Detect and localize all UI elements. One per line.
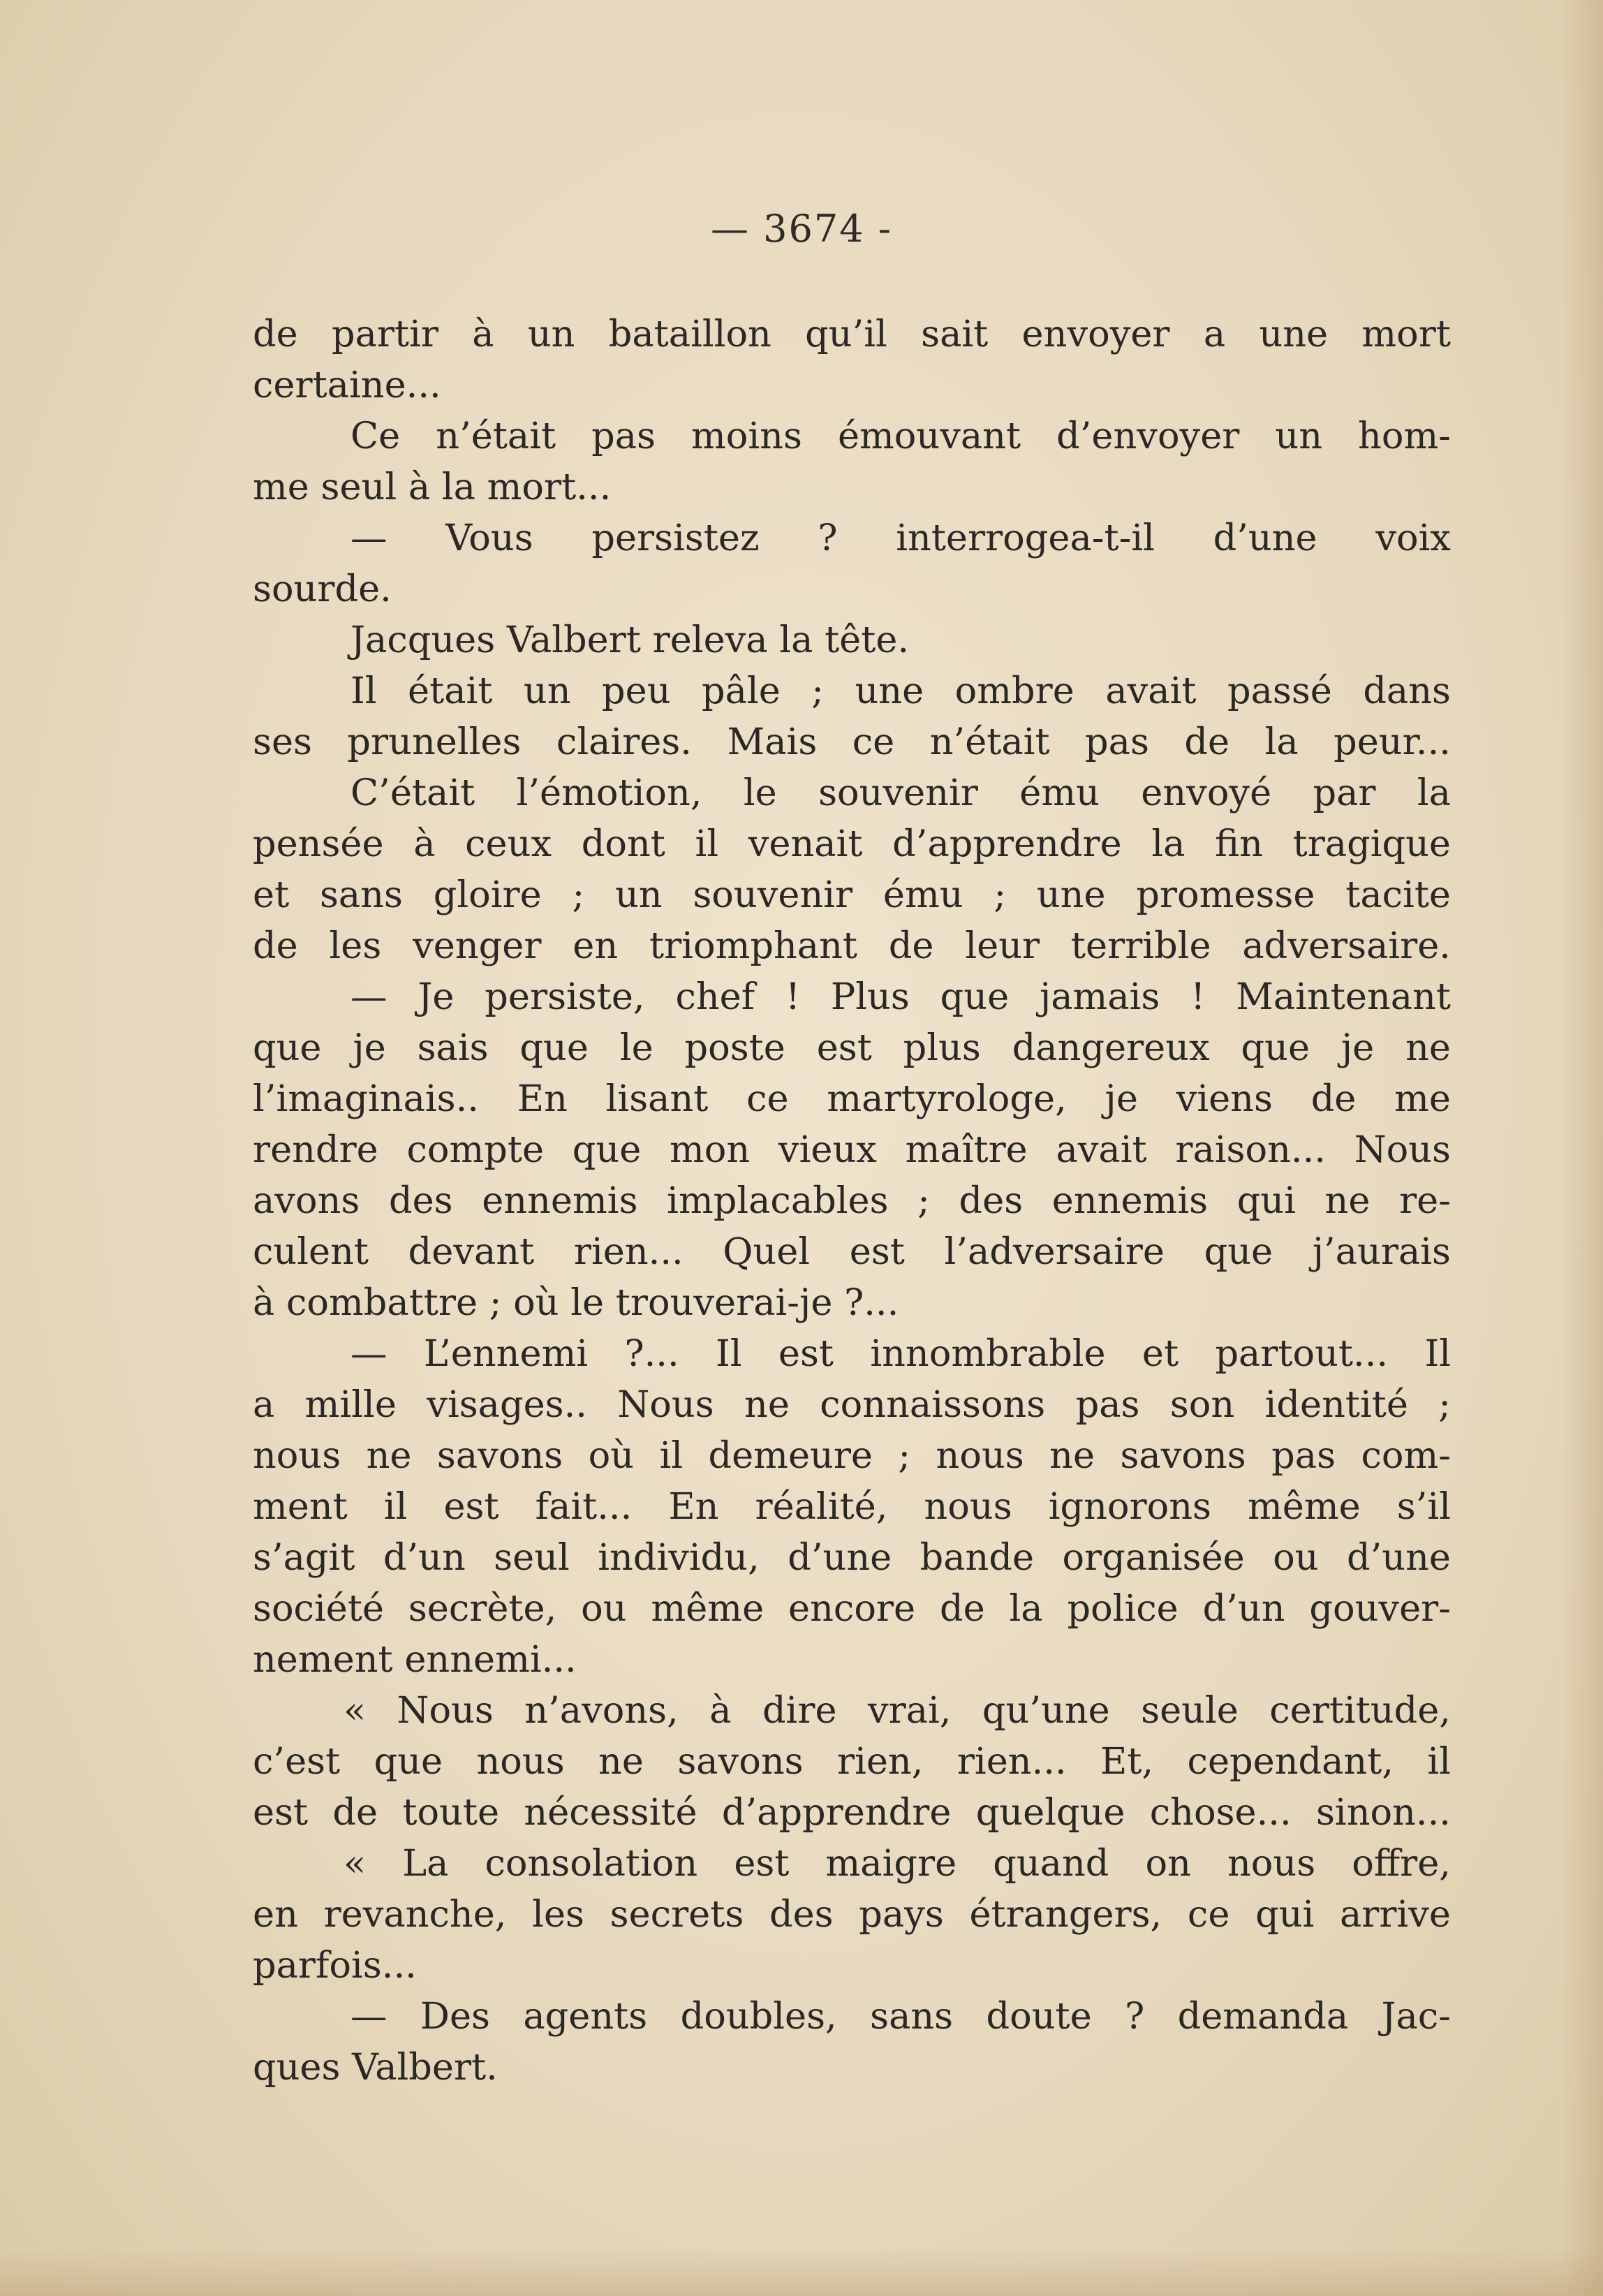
page-edge-shadow-right bbox=[1561, 0, 1603, 2296]
text-line: ses prunelles claires. Mais ce n’était pas de la peur... bbox=[253, 721, 1451, 763]
text-line: a mille visages.. Nous ne connaissons pas son identité ; bbox=[253, 1383, 1451, 1426]
text-line: « La consolation est maigre quand on nous offre, bbox=[344, 1842, 1451, 1885]
text-line: culent devant rien... Quel est l’adversaire que j’aurais bbox=[253, 1230, 1451, 1273]
text-line: Jacques Valbert releva la tête. bbox=[350, 619, 910, 661]
text-line: nement ennemi... bbox=[253, 1638, 577, 1681]
text-line: c’est que nous ne savons rien, rien... Et, cependant, il bbox=[253, 1740, 1451, 1783]
body-text bbox=[253, 309, 1451, 2093]
text-line: société secrète, ou même encore de la police d’un gouver- bbox=[253, 1587, 1451, 1630]
text-line: rendre compte que mon vieux maître avait raison... Nous bbox=[253, 1128, 1451, 1171]
text-line: de les venger en triomphant de leur terrible adversaire. bbox=[253, 925, 1451, 967]
text-line: de partir à un bataillon qu’il sait envoyer a une mort bbox=[253, 313, 1451, 355]
text-line: que je sais que le poste est plus dangereux que je ne bbox=[253, 1026, 1451, 1069]
text-line: l’imaginais.. En lisant ce martyrologe, je viens de me bbox=[253, 1077, 1451, 1120]
page-number: — 3674 - bbox=[710, 207, 892, 251]
text-line: nous ne savons où il demeure ; nous ne savons pas com- bbox=[253, 1434, 1451, 1477]
text-line: — Je persiste, chef ! Plus que jamais ! Maintenant bbox=[350, 976, 1451, 1018]
text-line: — Des agents doubles, sans doute ? demanda Jac- bbox=[350, 1995, 1451, 2038]
text-line: sourde. bbox=[253, 568, 392, 610]
text-line: est de toute nécessité d’apprendre quelque chose... sinon... bbox=[253, 1791, 1451, 1834]
text-line: en revanche, les secrets des pays étrangers, ce qui arrive bbox=[253, 1893, 1451, 1936]
text-line: à combattre ; où le trouverai-je ?... bbox=[253, 1281, 899, 1324]
text-line: pensée à ceux dont il venait d’apprendre la fin tragique bbox=[253, 823, 1451, 865]
text-line: certaine... bbox=[253, 364, 441, 406]
text-line: s’agit d’un seul individu, d’une bande organisée ou d’une bbox=[253, 1536, 1451, 1579]
text-line: avons des ennemis implacables ; des ennemis qui ne re- bbox=[253, 1179, 1451, 1222]
text-line: — L’ennemi ?... Il est innombrable et partout... Il bbox=[350, 1332, 1451, 1375]
page-edge-shadow-bottom bbox=[0, 2247, 1603, 2296]
text-line: C’était l’émotion, le souvenir ému envoyé par la bbox=[350, 772, 1451, 814]
text-line: et sans gloire ; un souvenir ému ; une promesse tacite bbox=[253, 874, 1451, 916]
text-line: ques Valbert. bbox=[253, 2046, 498, 2089]
text-line: me seul à la mort... bbox=[253, 466, 612, 508]
text-line: — Vous persistez ? interrogea-t-il d’une voix bbox=[350, 517, 1451, 559]
text-line: « Nous n’avons, à dire vrai, qu’une seule certitude, bbox=[344, 1689, 1451, 1732]
text-line: Il était un peu pâle ; une ombre avait passé dans bbox=[350, 670, 1451, 712]
text-line: Ce n’était pas moins émouvant d’envoyer un hom- bbox=[350, 415, 1451, 457]
text-line: ment il est fait... En réalité, nous ignorons même s’il bbox=[253, 1485, 1451, 1528]
text-line: parfois... bbox=[253, 1944, 417, 1987]
